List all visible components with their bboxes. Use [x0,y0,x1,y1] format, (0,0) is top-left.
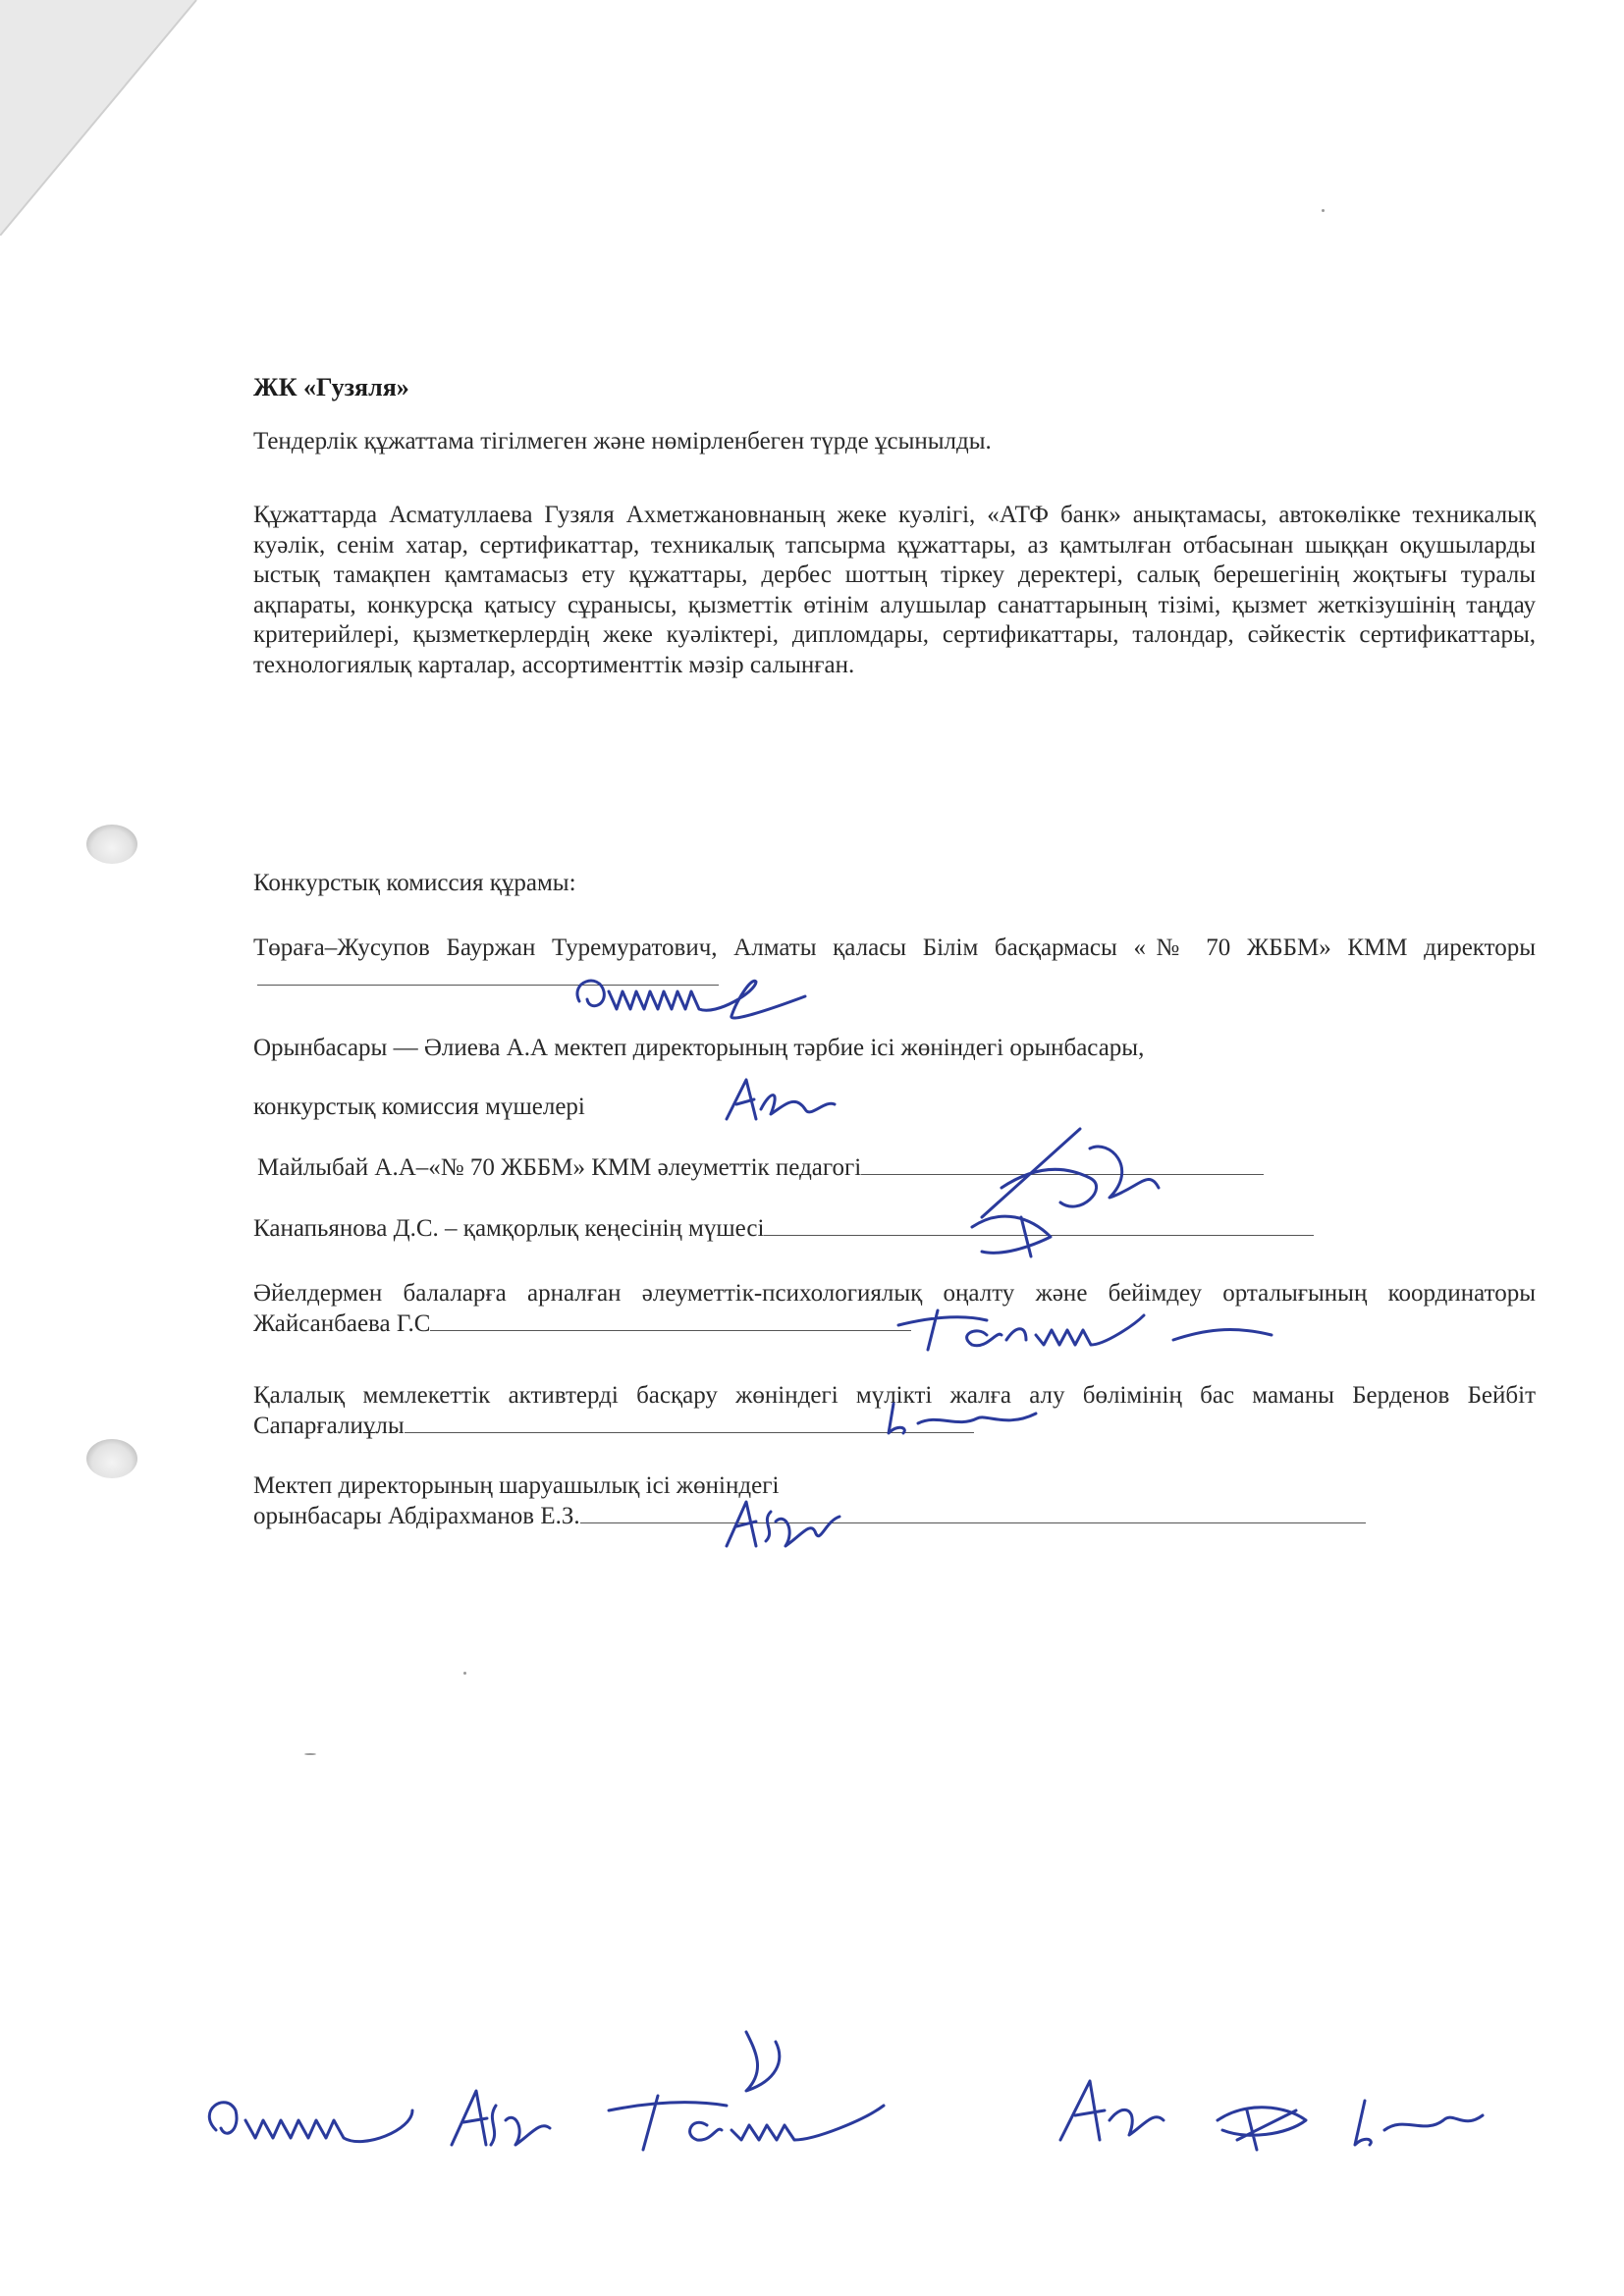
intro-text: Тендерлік құжаттама тігілмеген және нөмірленбеген түрде ұсынылды. [253,428,992,454]
signature-mailybai [943,1109,1218,1266]
scan-speck [304,1753,316,1755]
signature-berdenov [879,1394,1046,1443]
commission-member-zhaisanbaeva: Әйелдермен балаларға арналған әлеуметтік-психологиялық оңалту және бейімдеу орталығының координаторы Жайсанбаева Г.С [253,1280,1536,1337]
scan-speck [1322,209,1325,212]
signature-line [430,1329,911,1331]
commission-member-abdirakhmanov: Мектеп директорының шаруашылық ісі жөніндегі орынбасары Абдірахманов Е.З. [253,1470,1536,1531]
commission-member-mailybai: Майлыбай А.А–«№ 70 ЖББМ» КММ әлеуметтік педагогі [257,1152,1540,1183]
signature-deputy [717,1070,854,1129]
commission-member-berdenov: Қалалық мемлекеттік активтерді басқару жөніндегі мүлікті жалға алу бөлімінің бас маманы Берденов Бейбіт Сапарғалиұлы [253,1382,1536,1439]
signature-zhaisanbaeva [879,1296,1291,1364]
punch-hole-top [86,825,137,864]
signature-line [580,1522,1366,1523]
commission-member-chair [253,933,1536,993]
punch-hole-bottom [86,1439,137,1478]
commission-member-deputy: Орынбасары — Әлиева А.А мектеп директорының тәрбие ісі жөніндегі орынбасары, [253,1035,1145,1061]
folded-corner [0,0,236,236]
commission-heading: Конкурстық комиссия құрамы: [253,870,576,896]
signature-abdirakhmanov [717,1492,854,1561]
documents-paragraph: Құжаттарда Асматуллаева Гузяля Ахметжановнаның жеке куәлігі, «АТФ банк» анықтамасы, автокөлікке техникалық куәлік, сенім хатар, сертификаттар, техникалық тапсырма құжаттары, аз қамтылған отбасынан шыққан оқушыларды ыстық тамақпен қамтамасыз ету құжаттары, дербес шоттың тіркеу деректері, салық берешегінің жоқтығы туралы ақпараты, конкурсқа қатысу сұранысы, қызметтік өтінім алушылар санаттарының тізімі, қызмет жеткізушінің таңдау критерийлері, қызметкерлердің жеке куәліктері, дипломдары, сертификаттары, талондар, сәйкестік сертификаттары, технологиялық карталар, ассортименттік мәзір салынған. [253,502,1536,678]
commission-members-label: конкурстық комиссия мүшелері [253,1094,585,1120]
commission-member-kanapyanova: Канапьянова Д.С. – қамқорлық кеңесінің мүшесі [253,1213,1536,1244]
bottom-signatures [196,2012,1571,2179]
signature-chair [560,962,835,1031]
member-role: Төраға–Жусупов Бауржан Туремуратович, Алматы қаласы Білім басқармасы «№ 70 ЖББМ» КММ директоры [253,933,1536,993]
scan-speck [463,1672,466,1675]
company-name: ЖК «Гузяля» [253,373,409,401]
